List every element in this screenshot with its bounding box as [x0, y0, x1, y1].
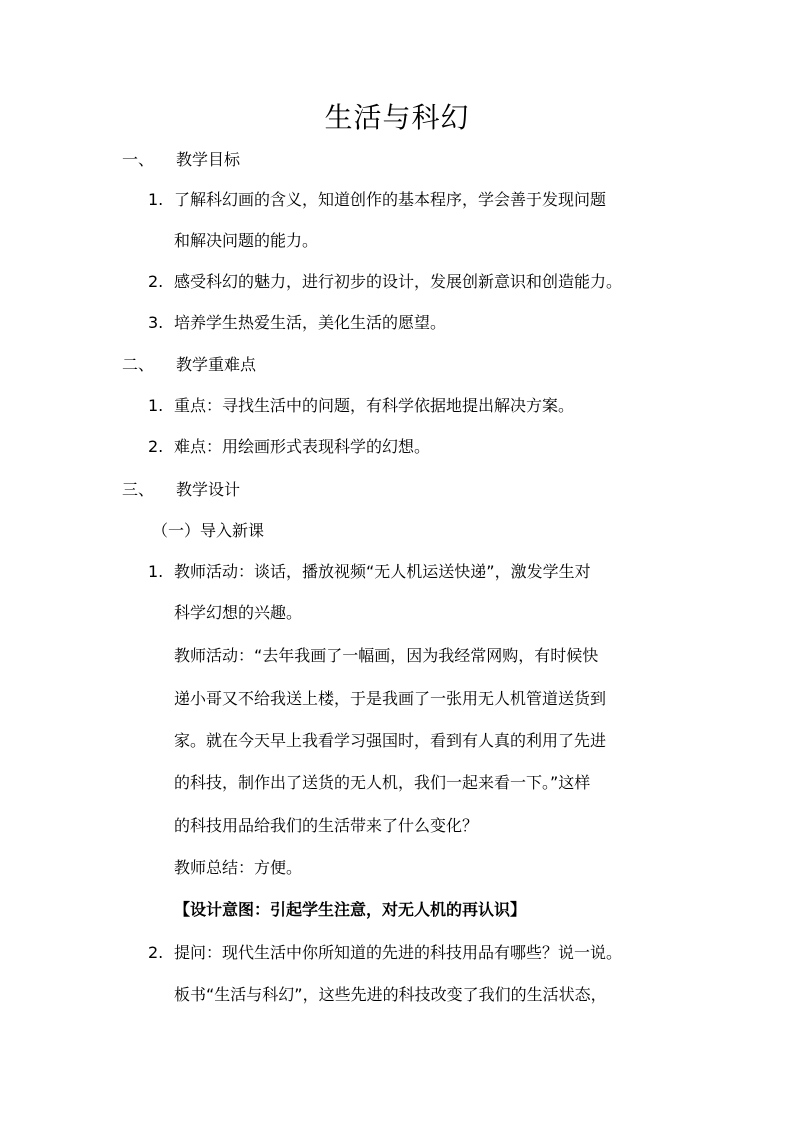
item-number: 3.: [148, 313, 164, 332]
list-item: [148, 437, 430, 457]
item-number: 1.: [148, 190, 164, 209]
list-item: [148, 190, 606, 210]
section-title: 教学目标: [176, 150, 241, 169]
item-text-continued: 家。就在今天早上我看学习强国时，看到有人真的利用了先进: [174, 731, 607, 750]
item-text-continued: 教师活动：“去年我画了一幅画，因为我经常网购，有时候快: [174, 646, 599, 665]
section-heading-difficulties: [122, 355, 256, 375]
list-item: [148, 313, 446, 333]
item-text: 培养学生热爱生活，美化生活的愿望。: [174, 313, 447, 332]
section-title: 教学设计: [176, 480, 241, 499]
design-intent-note: 【设计意图：引起学生注意，对无人机的再认识】: [174, 900, 527, 919]
item-text-continued: 和解决问题的能力。: [174, 231, 319, 250]
item-text: 提问：现代生活中你所知道的先进的科技用品有哪些？说一说。: [174, 943, 623, 962]
list-item: [148, 943, 622, 963]
list-item: [148, 396, 574, 416]
item-number: 1.: [148, 396, 164, 415]
item-number: 2.: [148, 437, 164, 456]
section-heading-design: [122, 480, 240, 500]
item-number: 1.: [148, 562, 164, 581]
item-text: 了解科幻画的含义，知道创作的基本程序，学会善于发现问题: [174, 190, 607, 209]
item-text-continued: 板书“生活与科幻”，这些先进的科技改变了我们的生活状态，: [174, 985, 607, 1004]
item-text-continued: 的科技，制作出了送货的无人机，我们一起来看一下。”这样: [174, 773, 591, 792]
list-item: [148, 562, 591, 582]
item-number: 2.: [148, 272, 164, 291]
item-text: 难点：用绘画形式表现科学的幻想。: [174, 437, 431, 456]
list-item: [148, 272, 622, 292]
section-number: 三、: [122, 480, 155, 499]
subsection-heading: （一）导入新课: [152, 521, 265, 540]
section-title: 教学重难点: [176, 355, 257, 374]
item-text-continued: 教师总结：方便。: [174, 858, 303, 877]
item-text: 感受科幻的魅力，进行初步的设计，发展创新意识和创造能力。: [174, 272, 623, 291]
item-text-continued: 递小哥又不给我送上楼，于是我画了一张用无人机管道送货到: [174, 689, 607, 708]
item-text-continued: 的科技用品给我们的生活带来了什么变化？: [174, 816, 479, 835]
item-text-continued: 科学幻想的兴趣。: [174, 603, 303, 622]
section-heading-goals: [122, 150, 240, 170]
section-number: 二、: [122, 355, 155, 374]
document-title: 生活与科幻: [324, 101, 470, 134]
item-text: 重点：寻找生活中的问题，有科学依据地提出解决方案。: [174, 396, 575, 415]
section-number: 一、: [122, 150, 155, 169]
item-number: 2.: [148, 943, 164, 962]
item-text: 教师活动：谈话，播放视频“无人机运送快递”，激发学生对: [174, 562, 591, 581]
